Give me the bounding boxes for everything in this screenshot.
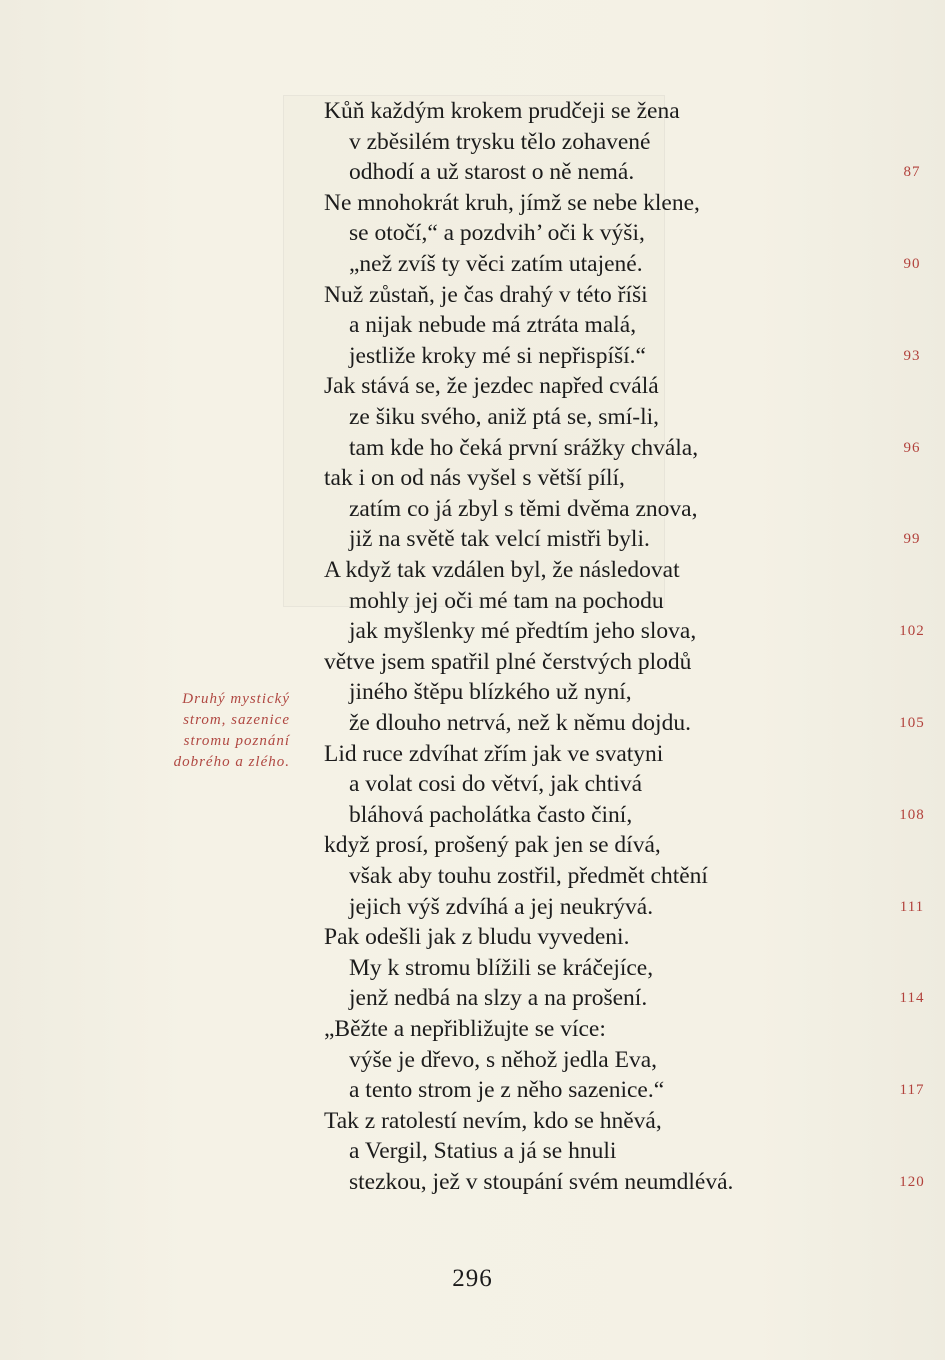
verse-line: bláhová pacholátka často činí, — [349, 801, 633, 828]
verse-line: tak i on od nás vyšel s větší pílí, — [324, 465, 625, 492]
verse-line: Nuž zůstaň, je čas drahý v této říši — [324, 281, 648, 308]
marginal-note-line: strom, sazenice — [183, 712, 290, 728]
verse-line: A když tak vzdálen byl, že následovat — [324, 557, 680, 583]
line-number: 96 — [903, 439, 921, 456]
verse-line: ze šiku svého, aniž ptá se, smí-li, — [349, 404, 659, 430]
line-number: 120 — [899, 1174, 925, 1190]
page-number: 296 — [452, 1265, 493, 1292]
verse-line: odhodí a už starost o ně nemá. — [349, 159, 635, 186]
verse-line: výše je dřevo, s něhož jedla Eva, — [349, 1046, 658, 1073]
marginal-note-line: Druhý mystický — [182, 691, 290, 707]
verse-line: již na světě tak velcí mistři byli. — [349, 526, 650, 553]
line-number: 102 — [899, 623, 925, 640]
line-number: 99 — [903, 531, 921, 548]
verse-line: stezkou, jež v stoupání svém neumdlévá. — [349, 1169, 734, 1195]
line-number: 111 — [899, 898, 925, 915]
verse-line: „Běžte a nepřibližujte se více: — [324, 1016, 606, 1042]
marginal-note — [140, 689, 290, 773]
line-number: 105 — [899, 715, 925, 731]
verse-line: My k stromu blížili se kráčejíce, — [349, 954, 654, 981]
verse-line: Tak z ratolestí nevím, kdo se hněvá, — [324, 1107, 662, 1134]
verse-line: „než zvíš ty věci zatím utajené. — [349, 251, 643, 277]
verse-line: Pak odešli jak z bludu vyvedeni. — [324, 924, 630, 951]
verse-line: Ne mnohokrát kruh, jímž se nebe klene, — [324, 189, 700, 216]
marginal-note-line: dobrého a zlého. — [173, 754, 290, 770]
line-number: 90 — [903, 256, 921, 272]
verse-line: jenž nedbá na slzy a na prošení. — [349, 985, 648, 1012]
line-number: 87 — [903, 164, 921, 181]
verse-line: a Vergil, Statius a já se hnuli — [349, 1138, 617, 1165]
verse-line: jiného štěpu blízkého už nyní, — [349, 679, 632, 706]
verse-line: tam kde ho čeká první srážky chvála, — [349, 434, 699, 461]
verse-line: se otočí,“ a pozdvih’ oči k výši, — [349, 220, 645, 247]
marginal-note-line: stromu poznání — [183, 733, 290, 749]
verse-line: Kůň každým krokem prudčeji se žena — [324, 98, 680, 124]
verse-line: a nijak nebude má ztráta malá, — [349, 312, 637, 339]
verse-line: zatím co já zbyl s těmi dvěma znova, — [349, 495, 698, 522]
verse-line: mohly jej oči mé tam na pochodu — [349, 587, 664, 614]
verse-line: však aby touhu zostřil, předmět chtění — [349, 863, 708, 889]
line-number: 108 — [899, 806, 925, 823]
verse-line: v zběsilém trysku tělo zohavené — [349, 128, 651, 155]
verse-line: jak myšlenky mé předtím jeho slova, — [349, 618, 697, 645]
line-number: 114 — [899, 990, 925, 1007]
verse-line: že dlouho netrvá, než k němu dojdu. — [349, 710, 691, 736]
verse-line: když prosí, prošený pak jen se dívá, — [324, 832, 661, 859]
verse-line: jejich výš zdvíhá a jej neukrývá. — [349, 893, 654, 920]
line-number: 93 — [903, 347, 921, 364]
verse-line: Lid ruce zdvíhat zřím jak ve svatyni — [324, 740, 664, 767]
verse-line: jestliže kroky mé si nepřispíší.“ — [349, 342, 646, 369]
line-number: 117 — [899, 1082, 925, 1099]
verse-line: a volat cosi do větví, jak chtivá — [349, 771, 643, 798]
verse-line: a tento strom je z něho sazenice.“ — [349, 1077, 665, 1104]
verse-line: Jak stává se, že jezdec napřed cválá — [324, 373, 659, 400]
verse-line: větve jsem spatřil plné čerstvých plodů — [324, 648, 692, 675]
